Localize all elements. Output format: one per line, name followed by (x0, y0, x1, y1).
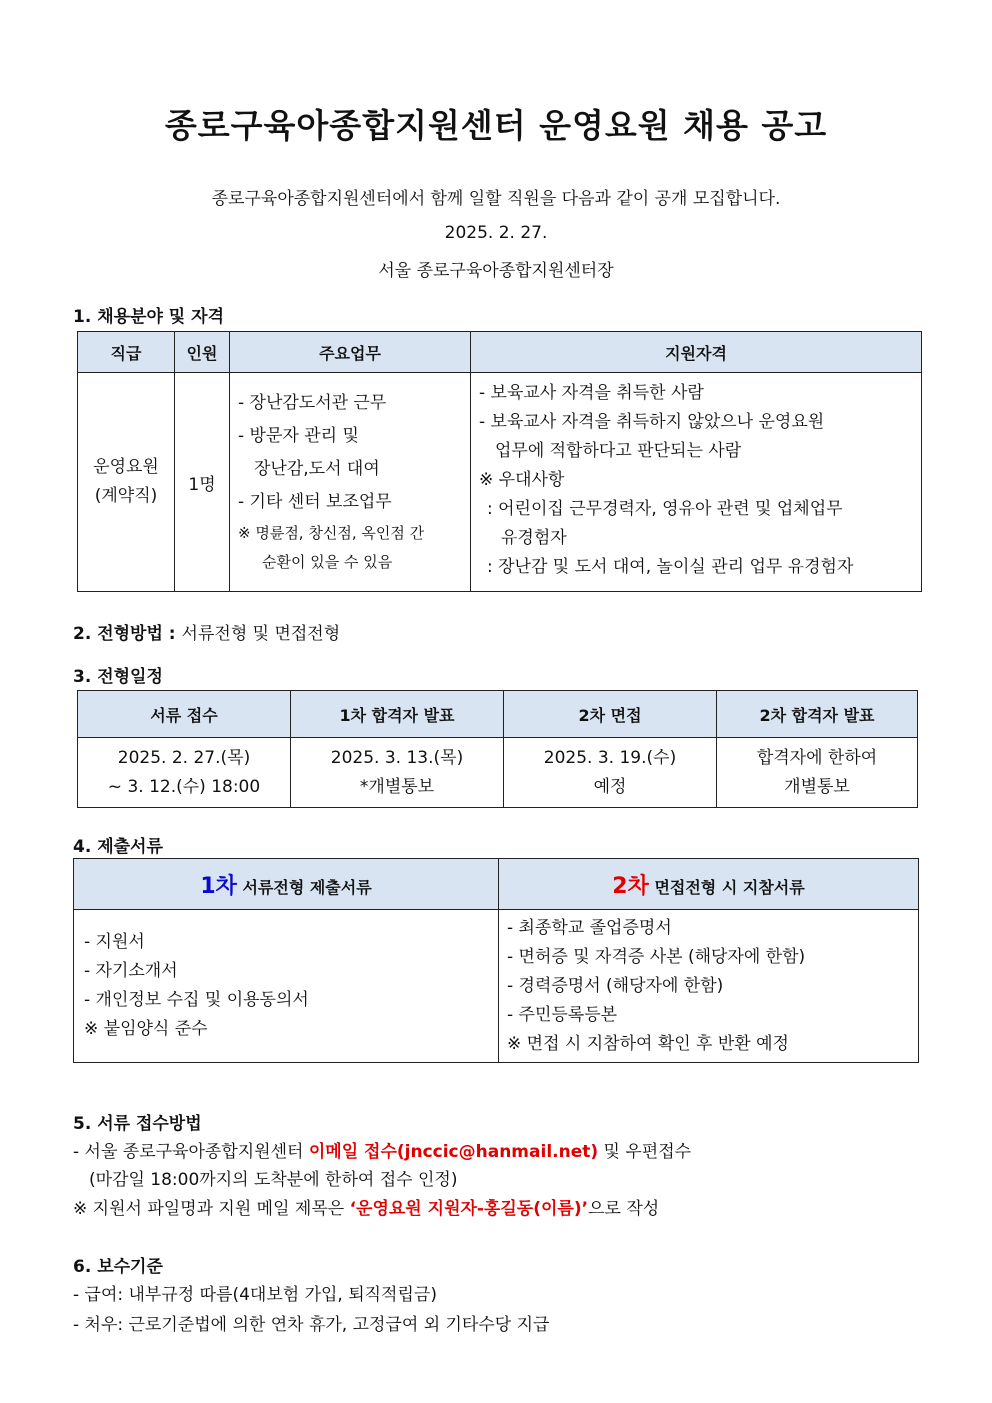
position-type: (계약직) (94, 486, 158, 506)
section-6-heading: 6. 보수기준 (73, 1257, 163, 1277)
second-round-label: 2차 (612, 873, 649, 899)
second-round-title: 면접전형 시 지참서류 (654, 877, 805, 897)
schedule-line: 예정 (593, 776, 627, 797)
document-item: - 최종학교 졸업증명서 (507, 917, 672, 938)
schedule-line: 2025. 3. 13.(목) (330, 747, 464, 768)
submission-text: - 서울 종로구육아종합지원센터 (73, 1142, 304, 1162)
submission-line-1 (73, 1137, 691, 1162)
document-item: - 개인정보 수집 및 이용동의서 (84, 990, 309, 1010)
qualification-item: 업무에 적합하다고 판단되는 사람 (495, 441, 742, 461)
header-grade: 직급 (78, 332, 175, 373)
section-2 (73, 619, 340, 644)
schedule-table (77, 690, 918, 808)
duty-item: - 기타 센터 보조업무 (238, 492, 392, 512)
email-submission: 이메일 접수(jnccic@hanmail.net) (308, 1142, 599, 1162)
documents-header-first (74, 859, 499, 910)
selection-method: 서류전형 및 면접전형 (181, 624, 341, 644)
header-count: 인원 (175, 332, 230, 373)
first-round-label: 1차 (200, 873, 237, 899)
first-round-docs (74, 910, 499, 1063)
schedule-header: 서류 접수 (78, 691, 291, 738)
header-duties: 주요업무 (230, 332, 471, 373)
document-note: ※ 면접 시 지참하여 확인 후 반환 예정 (507, 1033, 789, 1054)
qualification-item: - 보육교사 자격을 취득하지 않았으나 운영요원 (479, 412, 825, 432)
duty-item: 장난감,도서 대여 (254, 459, 380, 479)
schedule-cell (504, 738, 717, 808)
document-item: - 주민등록등본 (507, 1004, 618, 1025)
deadline-note: (마감일 18:00까지의 도착분에 한하여 접수 인정) (89, 1170, 458, 1190)
preference-item: : 어린이집 근무경력자, 영유아 관련 및 업체업무 (487, 499, 843, 519)
filename-format: ‘운영요원 지원자-홍길동(이름)’ (349, 1199, 589, 1219)
document-item: - 지원서 (84, 932, 145, 952)
schedule-line: 합격자에 한하여 (756, 747, 878, 768)
qualification-table (77, 331, 922, 592)
duties-cell (230, 373, 471, 592)
section-5-heading: 5. 서류 접수방법 (73, 1114, 202, 1134)
benefits-line: - 처우: 근로기준법에 의한 연차 휴가, 고정급여 외 기타수당 지급 (73, 1315, 550, 1335)
filename-note (73, 1194, 659, 1219)
schedule-cell (78, 738, 291, 808)
first-round-title: 서류전형 제출서류 (242, 877, 372, 897)
documents-header-second (499, 859, 919, 910)
document-item: - 경력증명서 (해당자에 한함) (507, 975, 724, 996)
position-cell (78, 373, 175, 592)
header-qualifications: 지원자격 (471, 332, 922, 373)
document-note: ※ 붙임양식 준수 (84, 1019, 208, 1039)
section-1-heading: 1. 채용분야 및 자격 (73, 307, 224, 327)
documents-table (73, 858, 919, 1063)
salary-line: - 급여: 내부규정 따름(4대보험 가입, 퇴직적립금) (73, 1285, 437, 1305)
intro-text: 종로구육아종합지원센터에서 함께 일할 직원을 다음과 같이 공개 모집합니다. (211, 189, 781, 209)
section-2-heading: 2. 전형방법 : (73, 624, 176, 644)
submission-text: 및 우편접수 (603, 1142, 692, 1162)
position-name: 운영요원 (93, 457, 159, 477)
duty-note: ※ 명륜점, 창신점, 옥인점 간 (238, 524, 425, 542)
duty-item: - 방문자 관리 및 (238, 426, 359, 446)
schedule-cell (291, 738, 504, 808)
second-round-docs (499, 910, 919, 1063)
schedule-line: *개별통보 (359, 776, 435, 797)
document-item: - 자기소개서 (84, 961, 178, 981)
headcount: 1명 (175, 373, 230, 592)
schedule-line: 2025. 3. 19.(수) (543, 747, 677, 768)
duty-item: - 장난감도서관 근무 (238, 393, 387, 413)
schedule-header: 2차 합격자 발표 (717, 691, 918, 738)
notice-date: 2025. 2. 27. (444, 223, 548, 243)
section-3-heading: 3. 전형일정 (73, 667, 163, 687)
schedule-line: ~ 3. 12.(수) 18:00 (107, 776, 261, 797)
schedule-header: 2차 면접 (504, 691, 717, 738)
schedule-line: 2025. 2. 27.(목) (117, 747, 251, 768)
issuer: 서울 종로구육아종합지원센터장 (378, 261, 614, 281)
page-title: 종로구육아종합지원센터 운영요원 채용 공고 (164, 106, 828, 145)
filename-text: ※ 지원서 파일명과 지원 메일 제목은 (73, 1199, 345, 1219)
qualification-item: - 보육교사 자격을 취득한 사람 (479, 383, 704, 403)
section-4-heading: 4. 제출서류 (73, 837, 163, 857)
preference-heading: ※ 우대사항 (479, 470, 565, 490)
document-item: - 면허증 및 자격증 사본 (해당자에 한함) (507, 946, 806, 967)
duty-note: 순환이 있을 수 있음 (262, 553, 393, 571)
filename-text: 으로 작성 (588, 1199, 660, 1219)
schedule-cell (717, 738, 918, 808)
preference-item: 유경험자 (501, 528, 567, 548)
schedule-line: 개별통보 (784, 776, 850, 797)
qualifications-cell (471, 373, 922, 592)
preference-item: : 장난감 및 도서 대여, 놀이실 관리 업무 유경험자 (487, 557, 854, 577)
schedule-header: 1차 합격자 발표 (291, 691, 504, 738)
